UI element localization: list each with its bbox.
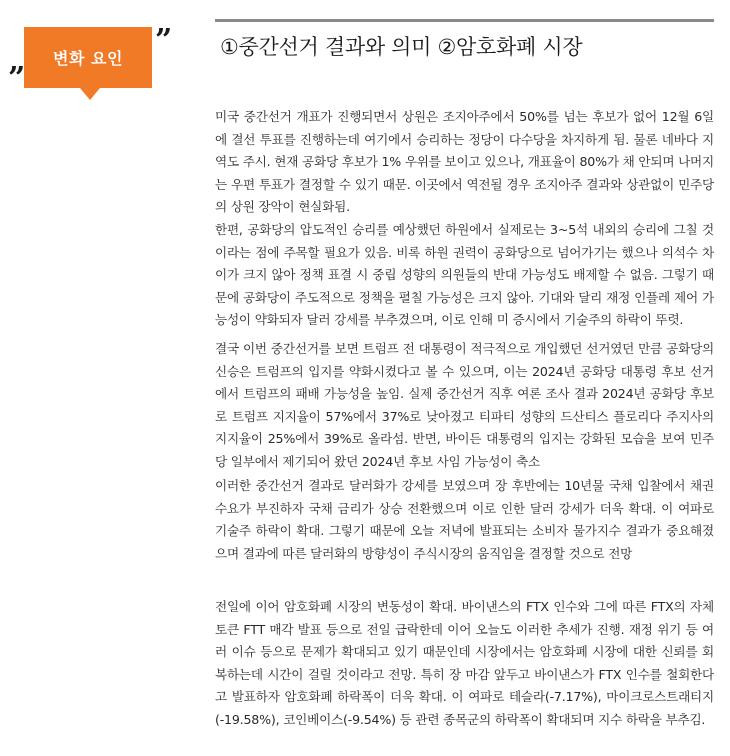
quote-mark-right: ” <box>155 23 173 58</box>
page-title: ①중간선거 결과와 의미 ②암호화폐 시장 <box>220 35 583 59</box>
paragraph-trump: 결국 이번 중간선거를 보면 트럼프 전 대통령이 적극적으로 개입했던 선거였던 만큼 공화당의 신승은 트럼프의 입지를 약화시켰다고 볼 수 있으며, 이는 2024년 공화당 대통령 후보 선거에서 트럼프의 패배 가능성을 높임. 실제 중간선거 직후 여론 조사 결과 2024년 공화당 후보로 트럼프 지지율이 57%에서 37%로 낮아졌고 티파티 성향의 드산티스 플로리다 주지사의 지지율이 25%에서 39%로 올라섬. 반면, 바이든 대통령의 입지는 강화된 모습을 보여 민주당 일부에서 제기되어 왔던 2024년 후보 사임 가능성이 축소 <box>215 341 714 469</box>
paragraph-dollar: 이러한 중간선거 결과로 달러화가 강세를 보였으며 장 후반에는 10년물 국채 입찰에서 채권 수요가 부진하자 국채 금리가 상승 전환했으며 이로 인한 달러 강세가 더욱 확대. 이 여파로 기술주 하락이 확대. 그렇기 때문에 오늘 저녁에 발표되는 소비자 물가지수 결과가 중요해졌으며 결과에 따른 달러화의 방향성이 주식시장의 움직임을 결정할 것으로 전망 <box>215 478 714 561</box>
section-badge <box>24 27 152 88</box>
badge-label: 변화 요인 <box>53 49 123 68</box>
paragraph-house: 한편, 공화당의 압도적인 승리를 예상했던 하원에서 실제로는 3~5석 내외의 승리에 그칠 것이라는 점에 주목할 필요가 있음. 비록 하원 권력이 공화당으로 넘어가기는 했으나 의석수 차이가 크지 않아 정책 표결 시 중립 성향의 의원들의 반대 가능성도 배제할 수 없음. 그렇기 때문에 공화당이 주도적으로 정책을 펼칠 가능성은 크지 않아. 기대와 달리 재정 인플레 제어 가능성이 약화되자 달러 강세를 부추겼으며, 이로 인해 미 증시에서 기술주의 하락이 뚜렷. <box>215 222 714 328</box>
badge-pointer <box>80 88 100 100</box>
title-divider <box>215 19 714 22</box>
paragraph-senate: 미국 중간선거 개표가 진행되면서 상원은 조지아주에서 50%를 넘는 후보가 없어 12월 6일에 결선 투표를 진행하는데 여기에서 승리하는 정당이 다수당을 차지하게 됨. 물론 네바다 지역도 주시. 현재 공화당 후보가 1% 우위를 보이고 있으나, 개표율이 80%가 채 안되며 나머지는 우편 투표가 결정할 수 있기 때문. 이곳에서 역전될 경우 조지아주 결과와 상관없이 민주당의 상원 장악이 현실화됨. <box>215 109 714 215</box>
paragraph-crypto: 전일에 이어 암호화폐 시장의 변동성이 확대. 바이낸스의 FTX 인수와 그에 따른 FTX의 자체 토큰 FTT 매각 발표 등으로 전일 급락한데 이어 오늘도 이러한 추세가 진행. 재정 위기 등 여러 이슈 등으로 문제가 확대되고 있기 때문인데 시장에서는 암호화폐 시장에 대한 신뢰를 회복하는데 시간이 걸릴 것이라고 전망. 특히 장 마감 앞두고 바이낸스가 FTX 인수를 철회한다고 발표하자 암호화폐 하락폭이 더욱 확대. 이 여파로 테슬라(-7.17%), 마이크로스트래티지(-19.58%), 코인베이스(-9.54%) 등 관련 종목군의 하락폭이 확대되며 지수 하락을 부추김. <box>215 599 714 727</box>
quote-mark-left: ” <box>8 61 26 96</box>
